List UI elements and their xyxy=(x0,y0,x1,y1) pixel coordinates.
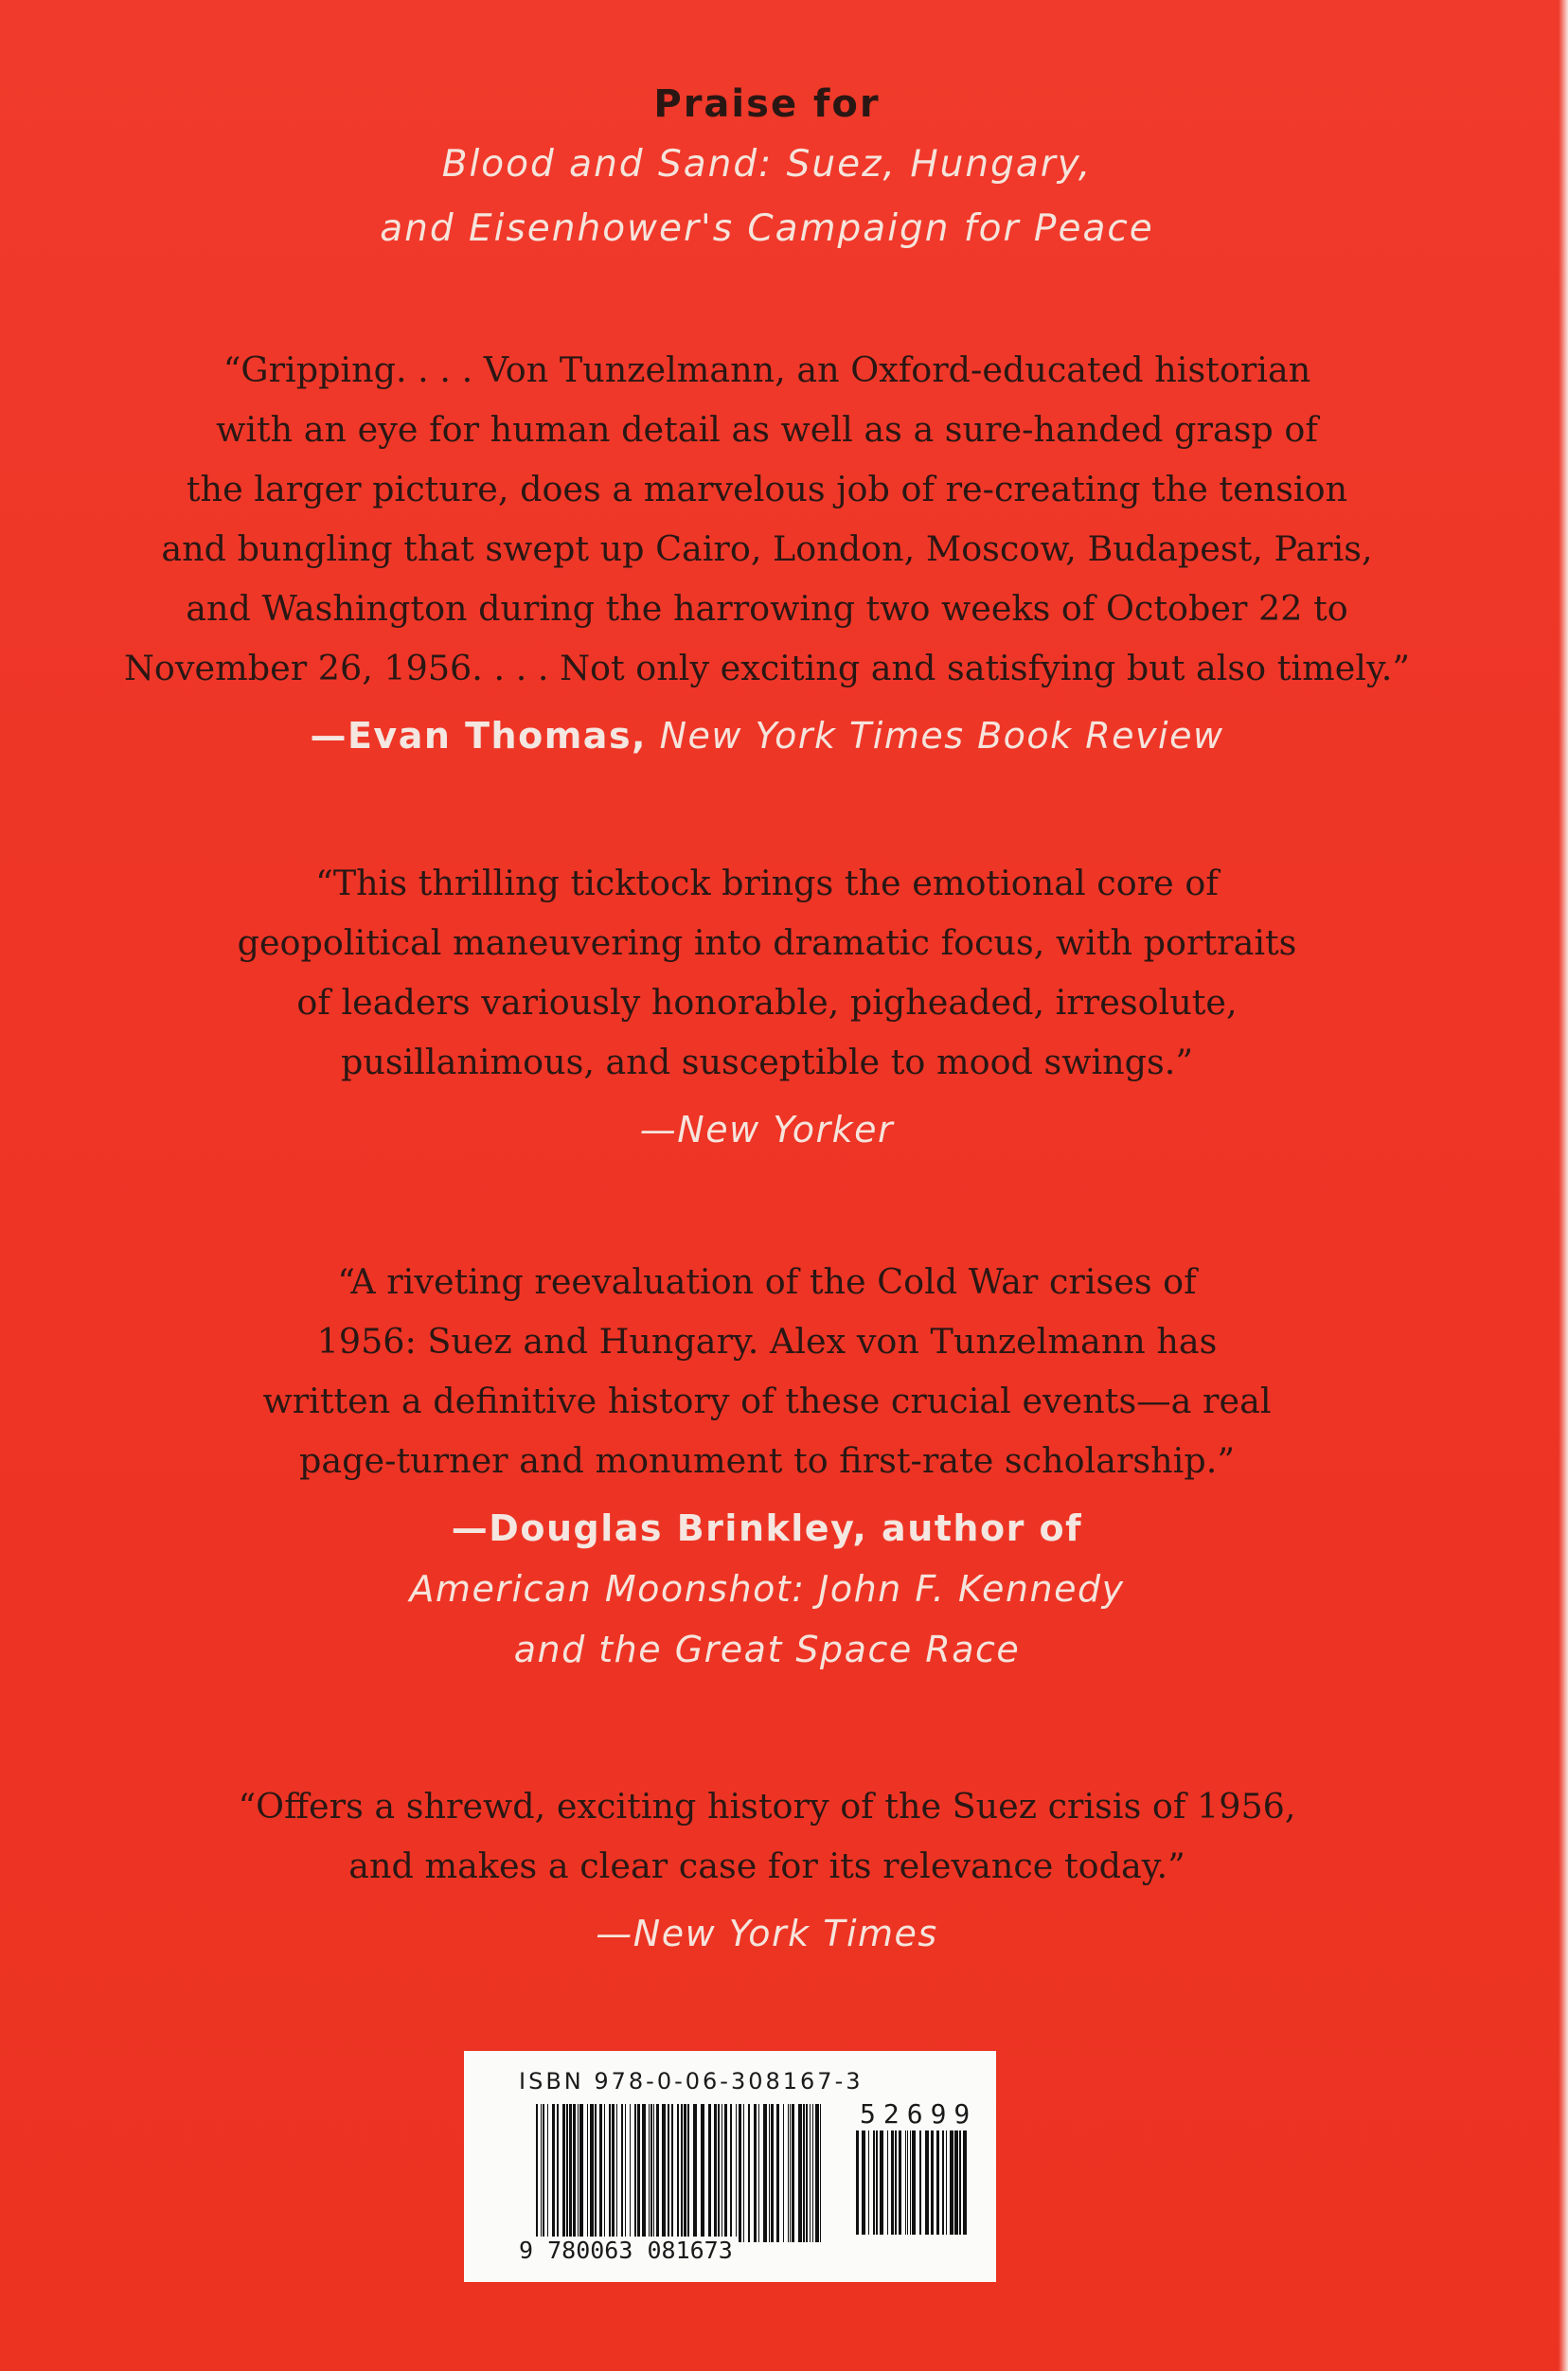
isbn-text: ISBN 978-0-06-308167-3 xyxy=(519,2068,864,2095)
quote-line: with an eye for human detail as well as a sure-handed grasp of xyxy=(216,409,1318,450)
barcode-bar xyxy=(736,2104,737,2242)
barcode-bar xyxy=(776,2104,779,2242)
barcode-bar xyxy=(677,2104,679,2242)
barcode-bar xyxy=(718,2104,720,2242)
barcode-bar xyxy=(868,2130,869,2235)
barcode-bar xyxy=(634,2104,636,2242)
barcode-bar xyxy=(758,2104,759,2242)
barcode-bar xyxy=(899,2130,901,2235)
barcode-bar xyxy=(681,2104,683,2242)
barcode-digits: 9 780063 081673 xyxy=(515,2237,737,2264)
barcode-bar xyxy=(693,2104,697,2242)
quote-douglas-brinkley xyxy=(0,1252,1534,1680)
barcode-bar xyxy=(942,2130,944,2235)
quote-line: the larger picture, does a marvelous job of re-creating the tension xyxy=(186,469,1348,509)
barcode-bar xyxy=(905,2130,906,2235)
quote-text xyxy=(0,1252,1534,1490)
barcode-bar xyxy=(936,2130,939,2235)
barcode-bar xyxy=(783,2104,784,2242)
barcode-bar xyxy=(616,2104,617,2242)
barcode-bar xyxy=(792,2104,794,2242)
barcode-bar xyxy=(573,2104,576,2242)
barcode-bar xyxy=(612,2104,615,2242)
barcode-bar xyxy=(891,2130,894,2235)
quote-attribution xyxy=(0,1903,1534,1964)
quote-line: and Washington during the harrowing two weeks of October 22 to xyxy=(186,588,1348,629)
barcode-bar xyxy=(724,2104,727,2242)
barcode-bar xyxy=(931,2130,934,2235)
barcode-bar xyxy=(590,2104,594,2242)
barcode-bar xyxy=(810,2104,811,2242)
barcode-bar xyxy=(557,2104,559,2242)
barcode-bar xyxy=(642,2104,646,2242)
barcode-bar xyxy=(919,2130,921,2235)
barcode-bar xyxy=(630,2104,631,2242)
barcode-bar xyxy=(743,2104,744,2242)
barcode-bar xyxy=(609,2104,611,2242)
quote-evan-thomas xyxy=(0,340,1534,766)
attribution-publication-line-2: and the Great Space Race xyxy=(513,1629,1021,1670)
quote-text xyxy=(0,340,1534,698)
barcode-bar xyxy=(671,2104,673,2242)
barcode-bar xyxy=(910,2130,911,2235)
barcode-bar xyxy=(656,2104,659,2242)
barcode-bar xyxy=(862,2130,865,2235)
barcode-bar xyxy=(907,2130,908,2235)
barcode-bar xyxy=(812,2104,813,2242)
barcode-bar xyxy=(650,2104,652,2242)
barcode-bar xyxy=(925,2130,929,2235)
quote-line: “Gripping. . . . Von Tunzelmann, an Oxford-educated historian xyxy=(223,349,1311,390)
barcode-bar xyxy=(536,2104,538,2242)
barcode-bar xyxy=(820,2104,821,2242)
attribution-name: —Douglas Brinkley, author of xyxy=(451,1507,1083,1549)
book-title-line-1: Blood and Sand: Suez, Hungary, xyxy=(441,143,1093,186)
barcode-label xyxy=(464,2051,996,2282)
barcode-bar xyxy=(579,2104,583,2242)
barcode-bar xyxy=(649,2104,650,2242)
barcode-bar xyxy=(895,2130,897,2235)
attribution-publication: New York Times Book Review xyxy=(659,715,1224,757)
barcode-bar xyxy=(566,2104,568,2242)
barcode-bar xyxy=(714,2104,717,2242)
barcode-bar xyxy=(547,2104,548,2242)
barcode-bar xyxy=(954,2130,958,2235)
barcode-bar xyxy=(815,2104,819,2242)
barcode-bar xyxy=(754,2104,757,2242)
barcode-bar xyxy=(684,2104,686,2242)
barcode-bar xyxy=(912,2130,916,2235)
barcode-bar xyxy=(748,2104,750,2242)
barcode-bar xyxy=(578,2104,579,2242)
quote-line: “This thrilling ticktock brings the emotional core of xyxy=(315,863,1219,903)
barcode-bar xyxy=(950,2130,953,2235)
barcode-bar xyxy=(587,2104,588,2242)
barcode-bar xyxy=(963,2130,967,2235)
price-code-digits: 52699 xyxy=(860,2098,978,2130)
barcode-bar xyxy=(887,2130,888,2235)
praise-header xyxy=(0,76,1534,261)
barcode-bar xyxy=(625,2104,626,2242)
attribution-publication: —New York Times xyxy=(596,1913,938,1954)
barcode-bar xyxy=(662,2104,666,2242)
barcode-bar xyxy=(604,2104,605,2242)
price-barcode-icon xyxy=(856,2130,977,2235)
barcode-bar xyxy=(708,2104,711,2242)
quote-line: pusillanimous, and susceptible to mood swings.” xyxy=(340,1042,1194,1082)
barcode-bar xyxy=(790,2104,791,2242)
attribution-publication-line-1: American Moonshot: John F. Kennedy xyxy=(409,1568,1125,1610)
quote-line: “A riveting reevaluation of the Cold War crises of xyxy=(337,1261,1197,1302)
barcode-bar xyxy=(621,2104,623,2242)
quote-new-yorker xyxy=(0,853,1534,1160)
barcode-bar xyxy=(637,2104,640,2242)
barcode-bar xyxy=(653,2104,654,2242)
barcode-bar xyxy=(769,2104,770,2242)
barcode-bar xyxy=(552,2104,555,2242)
book-title-line-2: and Eisenhower's Campaign for Peace xyxy=(380,207,1154,250)
quote-attribution xyxy=(0,1498,1534,1680)
barcode-bar xyxy=(595,2104,597,2242)
barcode-bar xyxy=(668,2104,669,2242)
attribution-publication: —New Yorker xyxy=(639,1109,895,1150)
barcode-bar xyxy=(730,2104,732,2242)
quote-line: geopolitical maneuvering into dramatic focus, with portraits xyxy=(237,922,1297,963)
quote-line: “Offers a shrewd, exciting history of the Suez crisis of 1956, xyxy=(238,1786,1296,1827)
quote-text xyxy=(0,1776,1534,1896)
quote-line: page-turner and monument to first-rate scholarship.” xyxy=(299,1440,1235,1481)
barcode-bar xyxy=(599,2104,602,2242)
barcode-bar xyxy=(541,2104,542,2242)
quote-line: and makes a clear case for its relevance today.” xyxy=(348,1845,1185,1886)
quote-attribution xyxy=(0,705,1534,766)
barcode-icon xyxy=(536,2104,829,2242)
barcode-bar xyxy=(856,2130,859,2235)
quote-line: November 26, 1956. . . . Not only exciting and satisfying but also timely.” xyxy=(123,648,1411,688)
barcode-bar xyxy=(687,2104,689,2242)
quote-attribution xyxy=(0,1099,1534,1160)
praise-for-heading: Praise for xyxy=(653,82,881,126)
barcode-bar xyxy=(788,2104,789,2242)
barcode-bar xyxy=(803,2104,805,2242)
quote-text xyxy=(0,853,1534,1092)
barcode-bar xyxy=(739,2104,741,2242)
barcode-bar xyxy=(569,2104,572,2242)
quote-line: of leaders variously honorable, pigheaded, irresolute, xyxy=(296,982,1238,1023)
barcode-bar xyxy=(873,2130,875,2235)
quote-line: 1956: Suez and Hungary. Alex von Tunzelmann has xyxy=(316,1321,1218,1362)
barcode-bar xyxy=(946,2130,947,2235)
barcode-bar xyxy=(798,2104,802,2242)
barcode-bar xyxy=(880,2130,883,2235)
barcode-bar xyxy=(763,2104,767,2242)
barcode-bar xyxy=(771,2104,774,2242)
attribution-name: —Evan Thomas, xyxy=(310,715,647,757)
barcode-bar xyxy=(701,2104,704,2242)
barcode-bar xyxy=(806,2104,808,2242)
quote-line: written a definitive history of these crucial events—a real xyxy=(262,1381,1272,1421)
barcode-bar xyxy=(876,2130,878,2235)
barcode-bar xyxy=(562,2104,565,2242)
barcode-bar xyxy=(959,2130,961,2235)
quote-new-york-times xyxy=(0,1776,1534,1964)
barcode-bar xyxy=(543,2104,544,2242)
quote-line: and bungling that swept up Cairo, London, Moscow, Budapest, Paris, xyxy=(161,528,1373,569)
